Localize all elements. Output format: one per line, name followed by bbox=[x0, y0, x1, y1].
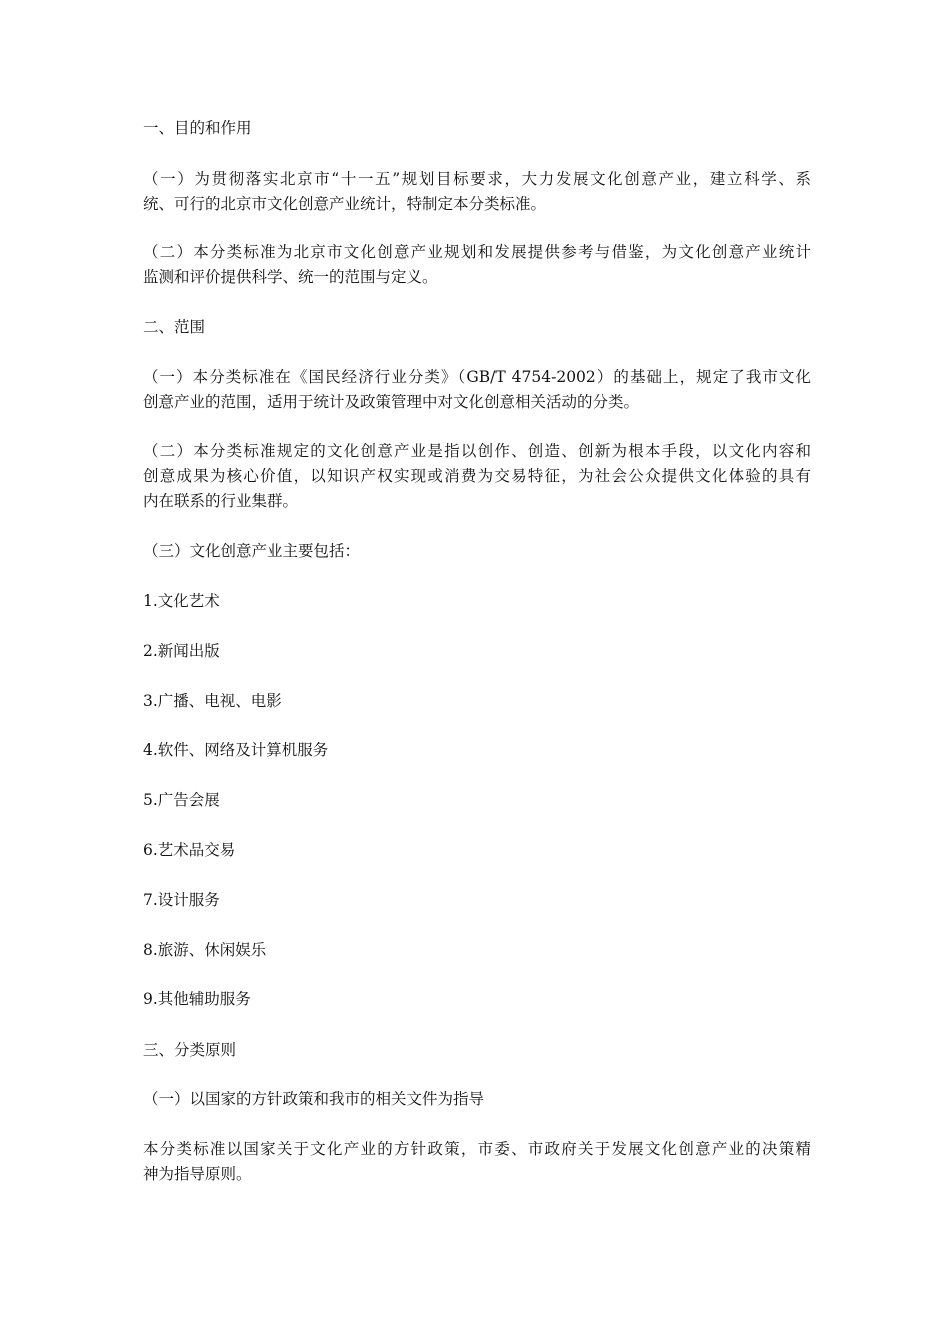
list-item: 3.广播、电视、电影 bbox=[143, 692, 282, 710]
list-item: 9.其他辅助服务 bbox=[143, 990, 251, 1008]
list-item: 1.文化艺术 bbox=[143, 592, 220, 610]
list-item: 8.旅游、休闲娱乐 bbox=[143, 941, 267, 959]
paragraph-principles-1: （一）以国家的方针政策和我市的相关文件为指导 bbox=[143, 1090, 485, 1108]
list-item: 5.广告会展 bbox=[143, 791, 220, 809]
section-heading-scope: 二、范围 bbox=[143, 318, 206, 336]
list-item: 4.软件、网络及计算机服务 bbox=[143, 741, 329, 759]
list-item: 7.设计服务 bbox=[143, 891, 220, 909]
paragraph-purpose-1: （一）为贯彻落实北京市“十一五”规划目标要求，大力发展文化创意产业，建立科学、系 统、可行的北京市文化创意产业统计，特制定本分类标准。 bbox=[143, 170, 811, 213]
list-item: 6.艺术品交易 bbox=[143, 841, 236, 859]
section-heading-principles: 三、分类原则 bbox=[143, 1041, 237, 1059]
paragraph-scope-1: （一）本分类标准在《国民经济行业分类》（GB/T 4754-2002）的基础上，规定了我市文化 创意产业的范围，适用于统计及政策管理中对文化创意相关活动的分类。 bbox=[143, 368, 811, 411]
paragraph-principles-body: 本分类标准以国家关于文化产业的方针政策，市委、市政府关于发展文化创意产业的决策精 神为指导原则。 bbox=[143, 1140, 811, 1183]
paragraph-scope-3: （三）文化创意产业主要包括： bbox=[143, 542, 361, 560]
list-item: 2.新闻出版 bbox=[143, 642, 220, 660]
section-heading-purpose: 一、目的和作用 bbox=[143, 119, 252, 137]
paragraph-purpose-2: （二）本分类标准为北京市文化创意产业规划和发展提供参考与借鉴，为文化创意产业统计 监测和评价提供科学、统一的范围与定义。 bbox=[143, 243, 811, 286]
paragraph-scope-2: （二）本分类标准规定的文化创意产业是指以创作、创造、创新为根本手段，以文化内容和 创意成果为核心价值，以知识产权实现或消费为交易特征，为社会公众提供文化体验的具有 内在联系的行业集群。 bbox=[143, 442, 811, 510]
